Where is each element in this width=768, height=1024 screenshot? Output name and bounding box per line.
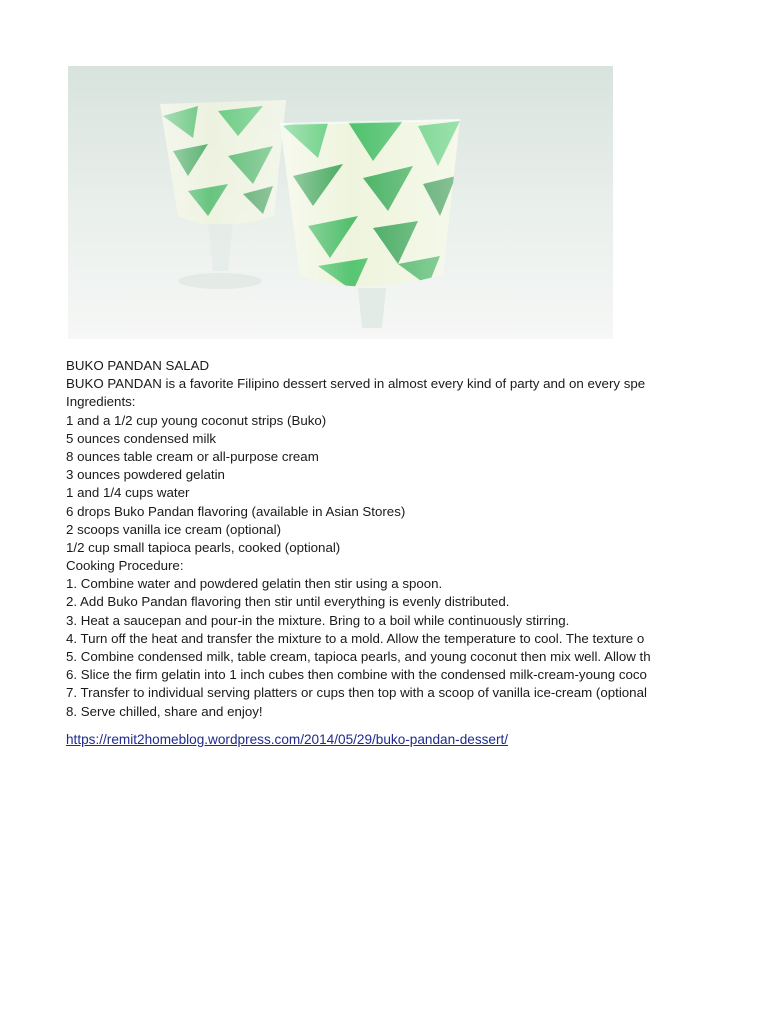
dessert-photo [68,66,613,339]
recipe-intro: BUKO PANDAN is a favorite Filipino dessert served in almost every kind of party and on every spe [66,376,646,392]
ingredient-item: 3 ounces powdered gelatin [66,467,225,483]
procedure-heading: Cooking Procedure: [66,558,184,574]
buko-pandan-cups-image [68,66,613,339]
procedure-step: 7. Transfer to individual serving platters or cups then top with a scoop of vanilla ice-cream (optional [66,685,647,701]
source-link[interactable]: https://remit2homeblog.wordpress.com/2014/05/29/buko-pandan-dessert/ [66,731,509,747]
ingredient-item: 6 drops Buko Pandan flavoring (available in Asian Stores) [66,503,406,519]
procedure-step: 3. Heat a saucepan and pour-in the mixture. Bring to a boil while continuously stirring. [66,612,570,628]
ingredient-item: 5 ounces condensed milk [66,430,217,446]
ingredient-item: 8 ounces table cream or all-purpose cream [66,448,319,464]
procedure-step: 8. Serve chilled, share and enjoy! [66,703,263,719]
procedure-step: 6. Slice the firm gelatin into 1 inch cubes then combine with the condensed milk-cream-young coco [66,667,647,683]
ingredient-item: 1/2 cup small tapioca pearls, cooked (optional) [66,539,341,555]
procedure-step: 5. Combine condensed milk, table cream, tapioca pearls, and young coconut then mix well. Allow th [66,649,651,664]
procedure-step: 4. Turn off the heat and transfer the mixture to a mold. Allow the temperature to cool. The texture o [66,630,645,646]
recipe-title: BUKO PANDAN SALAD [66,358,210,373]
recipe-text [66,357,686,749]
ingredient-item: 1 and 1/4 cups water [66,485,190,501]
ingredient-item: 1 and a 1/2 cup young coconut strips (Buko) [66,412,327,428]
ingredients-heading: Ingredients: [66,394,136,410]
procedure-step: 2. Add Buko Pandan flavoring then stir until everything is evenly distributed. [66,594,510,610]
ingredient-item: 2 scoops vanilla ice cream (optional) [66,521,282,537]
procedure-step: 1. Combine water and powdered gelatin then stir using a spoon. [66,576,443,592]
